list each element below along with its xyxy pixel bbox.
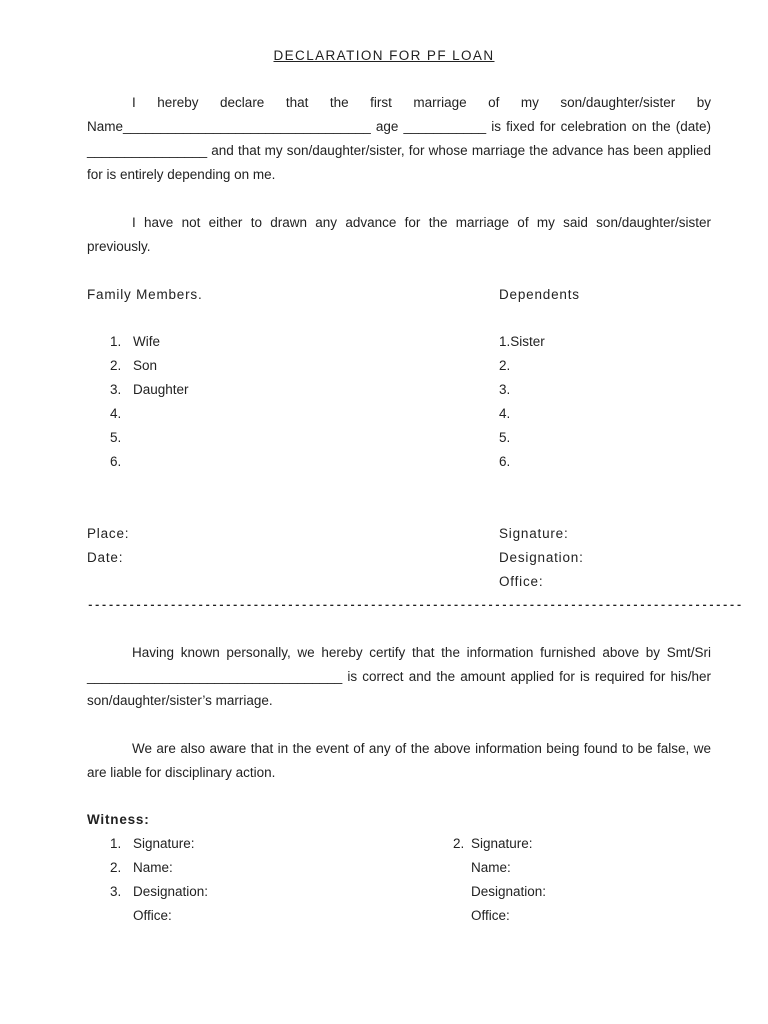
list-item <box>110 406 121 421</box>
list-label: Son <box>133 358 158 373</box>
witness-1-signature-label: Signature: <box>133 836 195 851</box>
certification-paragraph: Having known personally, we hereby certify that the information furnished above by Smt/Sri __________________________________ is correct and the amount applied for is required for his/her son/daughter/sister’s marriage. <box>87 645 711 708</box>
list-item <box>453 836 533 851</box>
list-number: 2. <box>453 836 465 851</box>
list-item <box>110 334 160 349</box>
witness-2-designation-label: Designation: <box>471 884 547 899</box>
list-item <box>110 382 189 397</box>
place-label: Place: <box>87 526 130 541</box>
office-label: Office: <box>499 574 544 589</box>
date-label: Date: <box>87 550 124 565</box>
list-item <box>110 860 173 875</box>
list-number: 2. <box>110 860 122 875</box>
list-item: 1.Sister <box>499 334 545 349</box>
list-number: 4. <box>110 406 122 421</box>
designation-label: Designation: <box>499 550 584 565</box>
list-number: 1. <box>110 836 122 851</box>
witness-1-designation-label: Designation: <box>133 884 209 899</box>
witness-2-office-label: Office: <box>471 908 510 923</box>
dependents-heading: Dependents <box>499 287 580 302</box>
witness-heading: Witness: <box>87 812 150 827</box>
list-number: 5. <box>110 430 122 445</box>
disciplinary-paragraph: We are also aware that in the event of any of the above information being found to be false, we are liable for disciplinary action. <box>87 741 711 780</box>
witness-2-name-label: Name: <box>471 860 511 875</box>
separator-line: ----------------------------------------------------------------------------------------------- <box>87 600 743 612</box>
family-members-heading: Family Members. <box>87 287 203 302</box>
list-item: 3. <box>499 382 511 397</box>
witness-1-name-label: Name: <box>133 860 173 875</box>
document-title: DECLARATION FOR PF LOAN <box>273 48 495 63</box>
list-item: 6. <box>499 454 511 469</box>
witness-2-signature-label: Signature: <box>471 836 533 851</box>
list-item: 5. <box>499 430 511 445</box>
list-item <box>110 454 121 469</box>
list-number: 3. <box>110 884 122 899</box>
list-item: 2. <box>499 358 511 373</box>
no-advance-paragraph: I have not either to drawn any advance for the marriage of my said son/daughter/sister previously. <box>87 215 711 254</box>
list-number: 3. <box>110 382 122 397</box>
list-label: Daughter <box>133 382 189 397</box>
witness-1-office-label: Office: <box>133 908 172 923</box>
list-label: Wife <box>133 334 160 349</box>
list-item: 4. <box>499 406 511 421</box>
signature-label: Signature: <box>499 526 569 541</box>
list-number: 2. <box>110 358 122 373</box>
declaration-paragraph: I hereby declare that the first marriage of my son/daughter/sister by Name_________________________________ age ___________ is fixed for celebration on the (date) ________________ and that my son/daughter/sister, for whose marriage the advance has been applied for is entirely depending on me. <box>87 95 711 182</box>
list-item <box>110 358 158 373</box>
list-item <box>110 836 195 851</box>
list-number: 6. <box>110 454 122 469</box>
list-number: 1. <box>110 334 122 349</box>
list-item <box>110 430 121 445</box>
list-item <box>110 884 209 899</box>
